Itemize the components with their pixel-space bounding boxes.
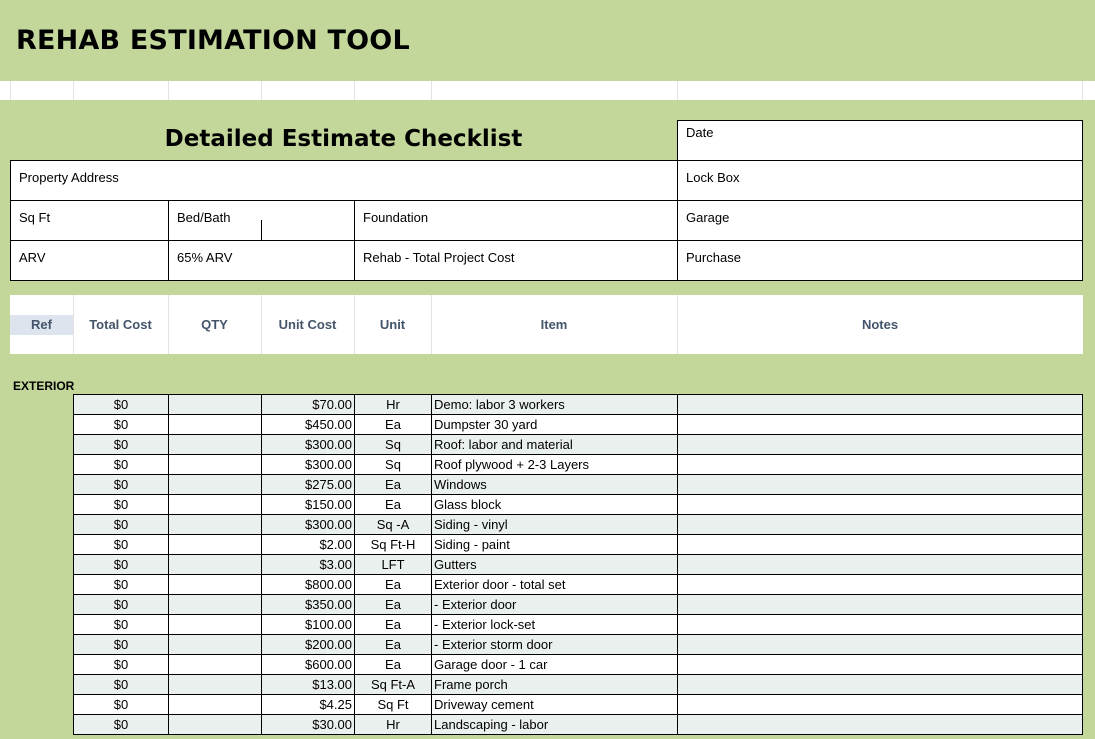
column-header-total-cost[interactable]: Total Cost: [89, 317, 152, 332]
total-cost-cell[interactable]: $0: [74, 715, 169, 735]
table-row[interactable]: [74, 675, 1083, 695]
estimate-checklist-heading: Detailed Estimate Checklist: [164, 126, 523, 152]
total-cost-cell[interactable]: $0: [74, 535, 169, 555]
qty-cell[interactable]: [169, 395, 262, 415]
arv-65-field[interactable]: [168, 240, 355, 281]
unit-cell[interactable]: Ea: [355, 475, 432, 495]
qty-cell[interactable]: [169, 455, 262, 475]
item-cell[interactable]: Windows: [432, 475, 678, 495]
notes-cell[interactable]: [678, 495, 1083, 515]
qty-cell[interactable]: [169, 495, 262, 515]
total-cost-cell[interactable]: $0: [74, 695, 169, 715]
unit-cost-cell[interactable]: $200.00: [262, 635, 355, 655]
foundation-field[interactable]: [354, 200, 678, 241]
notes-cell[interactable]: [678, 415, 1083, 435]
total-cost-cell[interactable]: $0: [74, 675, 169, 695]
qty-cell[interactable]: [169, 695, 262, 715]
qty-cell[interactable]: [169, 615, 262, 635]
notes-cell[interactable]: [678, 635, 1083, 655]
column-header-notes[interactable]: Notes: [861, 317, 899, 332]
qty-cell[interactable]: [169, 415, 262, 435]
notes-cell[interactable]: [678, 615, 1083, 635]
notes-cell[interactable]: [678, 475, 1083, 495]
arv-field[interactable]: [10, 240, 169, 281]
item-cell[interactable]: - Exterior door: [432, 595, 678, 615]
qty-cell[interactable]: [169, 435, 262, 455]
total-cost-cell[interactable]: $0: [74, 475, 169, 495]
property-address-field[interactable]: [10, 160, 678, 201]
column-header-item[interactable]: Item: [540, 317, 568, 332]
section-heading-exterior: EXTERIOR: [13, 379, 75, 393]
unit-cost-cell[interactable]: $600.00: [262, 655, 355, 675]
item-cell[interactable]: Roof plywood + 2-3 Layers: [432, 455, 678, 475]
qty-cell[interactable]: [169, 555, 262, 575]
table-row[interactable]: [74, 455, 1083, 475]
item-cell[interactable]: Dumpster 30 yard: [432, 415, 678, 435]
unit-cell[interactable]: Ea: [355, 635, 432, 655]
unit-cell[interactable]: LFT: [355, 555, 432, 575]
item-cell[interactable]: Frame porch: [432, 675, 678, 695]
qty-cell[interactable]: [169, 675, 262, 695]
table-row[interactable]: [74, 435, 1083, 455]
unit-cost-cell[interactable]: $150.00: [262, 495, 355, 515]
item-cell[interactable]: Driveway cement: [432, 695, 678, 715]
garage-label: Garage: [686, 210, 730, 225]
notes-cell[interactable]: [678, 655, 1083, 675]
date-label: Date: [686, 125, 714, 140]
unit-cost-cell[interactable]: $13.00: [262, 675, 355, 695]
qty-cell[interactable]: [169, 655, 262, 675]
qty-cell[interactable]: [169, 515, 262, 535]
sq-ft-label: Sq Ft: [19, 210, 51, 225]
unit-cost-cell[interactable]: $350.00: [262, 595, 355, 615]
item-cell[interactable]: Landscaping - labor: [432, 715, 678, 735]
table-row[interactable]: [74, 595, 1083, 615]
rehab-total-cost-field[interactable]: [354, 240, 678, 281]
bed-bath-label: Bed/Bath: [177, 210, 231, 225]
table-row[interactable]: [74, 515, 1083, 535]
qty-cell[interactable]: [169, 595, 262, 615]
total-cost-cell[interactable]: $0: [74, 615, 169, 635]
unit-cell[interactable]: Sq Ft-H: [355, 535, 432, 555]
notes-cell[interactable]: [678, 455, 1083, 475]
unit-cell[interactable]: Ea: [355, 415, 432, 435]
item-cell[interactable]: Gutters: [432, 555, 678, 575]
table-row[interactable]: [74, 575, 1083, 595]
arv-label: ARV: [19, 250, 46, 265]
unit-cell[interactable]: Sq: [355, 455, 432, 475]
column-header-unit[interactable]: Unit: [379, 317, 406, 332]
item-cell[interactable]: Demo: labor 3 workers: [432, 395, 678, 415]
total-cost-cell[interactable]: $0: [74, 595, 169, 615]
unit-cell[interactable]: Ea: [355, 595, 432, 615]
total-cost-cell[interactable]: $0: [74, 515, 169, 535]
column-header-ref[interactable]: Ref: [10, 315, 73, 335]
purchase-label: Purchase: [686, 250, 741, 265]
column-header-qty[interactable]: QTY: [201, 317, 228, 332]
table-row[interactable]: [74, 395, 1083, 415]
notes-cell[interactable]: [678, 575, 1083, 595]
unit-cost-cell[interactable]: $800.00: [262, 575, 355, 595]
purchase-field[interactable]: [677, 240, 1083, 281]
unit-cost-cell[interactable]: $100.00: [262, 615, 355, 635]
sq-ft-field[interactable]: [10, 200, 169, 241]
arv-65-label: 65% ARV: [177, 250, 233, 265]
table-row[interactable]: [74, 655, 1083, 675]
unit-cell[interactable]: Ea: [355, 495, 432, 515]
notes-cell[interactable]: [678, 695, 1083, 715]
rehab-total-cost-label: Rehab - Total Project Cost: [363, 250, 515, 265]
table-row[interactable]: [74, 695, 1083, 715]
total-cost-cell[interactable]: $0: [74, 655, 169, 675]
item-cell[interactable]: Glass block: [432, 495, 678, 515]
lock-box-label: Lock Box: [686, 170, 740, 185]
table-row[interactable]: [74, 495, 1083, 515]
qty-cell[interactable]: [169, 715, 262, 735]
item-cell[interactable]: - Exterior lock-set: [432, 615, 678, 635]
unit-cost-cell[interactable]: $2.00: [262, 535, 355, 555]
notes-cell[interactable]: [678, 535, 1083, 555]
qty-cell[interactable]: [169, 635, 262, 655]
table-row[interactable]: [74, 535, 1083, 555]
total-cost-cell[interactable]: $0: [74, 395, 169, 415]
unit-cost-cell[interactable]: $275.00: [262, 475, 355, 495]
garage-field[interactable]: [677, 200, 1083, 241]
unit-cell[interactable]: Ea: [355, 575, 432, 595]
table-row[interactable]: [74, 415, 1083, 435]
notes-cell[interactable]: [678, 595, 1083, 615]
notes-cell[interactable]: [678, 435, 1083, 455]
qty-cell[interactable]: [169, 535, 262, 555]
table-row[interactable]: [74, 715, 1083, 735]
unit-cost-cell[interactable]: $300.00: [262, 455, 355, 475]
total-cost-cell[interactable]: $0: [74, 455, 169, 475]
notes-cell[interactable]: [678, 675, 1083, 695]
spreadsheet-grid-row: [0, 81, 1095, 100]
item-cell[interactable]: Siding - paint: [432, 535, 678, 555]
item-cell[interactable]: Exterior door - total set: [432, 575, 678, 595]
total-cost-cell[interactable]: $0: [74, 435, 169, 455]
item-cell[interactable]: Roof: labor and material: [432, 435, 678, 455]
notes-cell[interactable]: [678, 515, 1083, 535]
unit-cell[interactable]: Sq -A: [355, 515, 432, 535]
unit-cell[interactable]: Ea: [355, 655, 432, 675]
unit-cell[interactable]: Sq: [355, 435, 432, 455]
table-row[interactable]: [74, 555, 1083, 575]
unit-cell[interactable]: Sq Ft-A: [355, 675, 432, 695]
unit-cost-cell[interactable]: $3.00: [262, 555, 355, 575]
unit-cost-cell[interactable]: $30.00: [262, 715, 355, 735]
unit-cost-cell[interactable]: $300.00: [262, 515, 355, 535]
notes-cell[interactable]: [678, 555, 1083, 575]
item-cell[interactable]: Siding - vinyl: [432, 515, 678, 535]
unit-cell[interactable]: Hr: [355, 395, 432, 415]
unit-cell[interactable]: Ea: [355, 615, 432, 635]
unit-cost-cell[interactable]: $300.00: [262, 435, 355, 455]
unit-cost-cell[interactable]: $4.25: [262, 695, 355, 715]
foundation-label: Foundation: [363, 210, 429, 225]
total-cost-cell[interactable]: $0: [74, 635, 169, 655]
property-address-label: Property Address: [19, 170, 119, 185]
lock-box-field[interactable]: [677, 160, 1083, 201]
qty-cell[interactable]: [169, 575, 262, 595]
exterior-items-table: [73, 394, 1083, 735]
unit-cost-cell[interactable]: $70.00: [262, 395, 355, 415]
table-row[interactable]: [74, 635, 1083, 655]
table-row[interactable]: [74, 615, 1083, 635]
total-cost-cell[interactable]: $0: [74, 555, 169, 575]
total-cost-cell[interactable]: $0: [74, 415, 169, 435]
unit-cell[interactable]: Hr: [355, 715, 432, 735]
unit-cost-cell[interactable]: $450.00: [262, 415, 355, 435]
cell-divider: [261, 220, 262, 240]
page-title: REHAB ESTIMATION TOOL: [16, 25, 410, 56]
unit-cell[interactable]: Sq Ft: [355, 695, 432, 715]
total-cost-cell[interactable]: $0: [74, 575, 169, 595]
qty-cell[interactable]: [169, 475, 262, 495]
column-header-unit-cost[interactable]: Unit Cost: [278, 317, 337, 332]
item-cell[interactable]: - Exterior storm door: [432, 635, 678, 655]
date-field[interactable]: [677, 120, 1083, 161]
item-cell[interactable]: Garage door - 1 car: [432, 655, 678, 675]
notes-cell[interactable]: [678, 395, 1083, 415]
table-row[interactable]: [74, 475, 1083, 495]
total-cost-cell[interactable]: $0: [74, 495, 169, 515]
notes-cell[interactable]: [678, 715, 1083, 735]
